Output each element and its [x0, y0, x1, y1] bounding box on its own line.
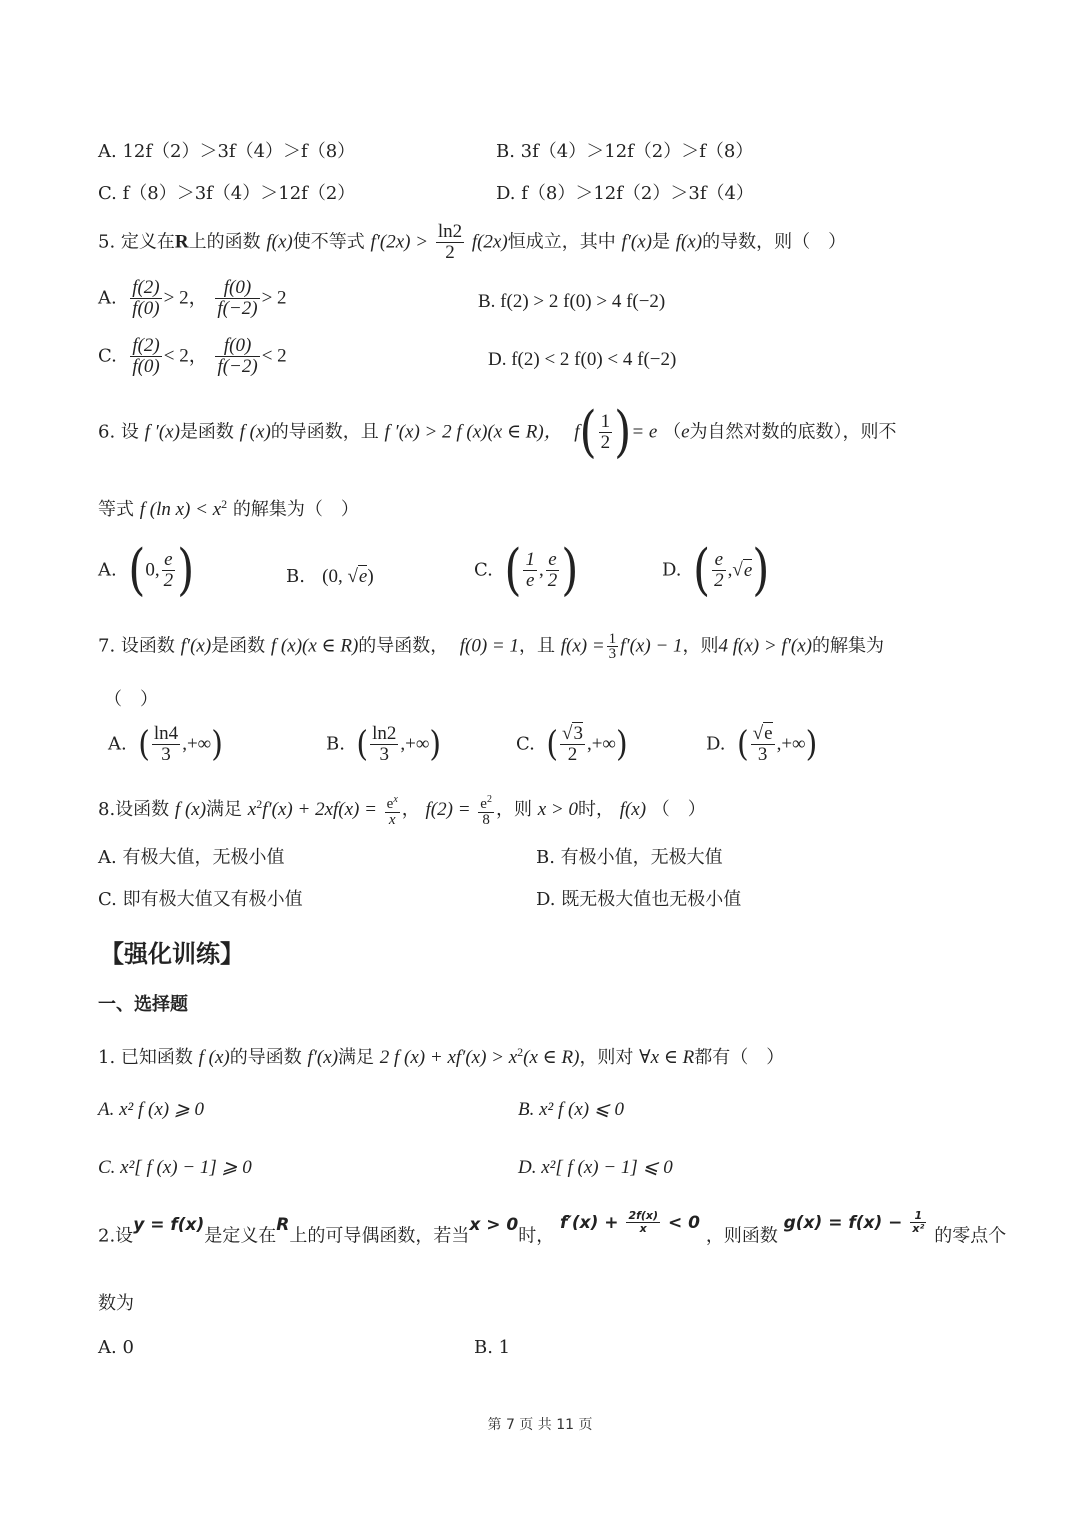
q7-option-d: D. ( $\frac{√e}{3}$ ,+∞): [706, 723, 818, 765]
q8-option-c: C. 即有极大值又有极小值: [98, 889, 303, 910]
q8-option-a: A. 有极大值，无极小值: [98, 847, 285, 868]
q5-option-c: C. $\frac{f(2)}{f(0)}$ < 2， $\frac{f(0)}{f(-2)}$ < 2: [98, 335, 287, 377]
p1-option-b: B. x² f (x) ⩽ 0: [518, 1099, 625, 1120]
p2-option-a: A. 0: [98, 1337, 134, 1358]
section-subtitle: 一、选择题: [98, 994, 188, 1015]
q5-option-d: D. f(2) < 2 f(0) < 4 f(−2): [488, 349, 677, 370]
p1-option-c: C. x²[ f (x) − 1] ⩾ 0: [98, 1157, 252, 1178]
q6-stem-line2: 等式 f (ln $x) < x^2$ 的解集为（ ）: [98, 497, 359, 520]
q6-option-b: B. (0, √e): [286, 566, 374, 587]
q7-option-a: A. ( $\frac{\ln 4}{3}$ ,+∞): [108, 723, 223, 765]
q6-stem: 6. 设 f ′(x)是函数 f (x)的导函数，且 f ′(x) > 2 f (x)(x ∈ R)， f( $\frac{1}{2}$ )= e （e为自然对数的底数），则不: [98, 400, 897, 464]
q7-paren: （ ）: [104, 689, 158, 710]
q4-option-a: A. 12f（2）＞3f（4）＞f（8）: [98, 141, 356, 162]
q5-option-b: B. f(2) > 2 f(0) > 4 f(−2): [478, 291, 666, 312]
q8-option-d: D. 既无极大值也无极小值: [536, 889, 742, 910]
page-footer: 第 7 页 共 11 页: [487, 1417, 593, 1433]
q5-option-a: A. $\frac{f(2)}{f(0)}$ > 2， $\frac{f(0)}{f(-2)}$ > 2: [98, 277, 287, 319]
q6-option-d: D. ( $\frac{e}{2}$ ,√e): [662, 538, 770, 602]
q7-option-c: C. ( $\frac{√3}{2}$ ,+∞): [516, 723, 628, 765]
p1-option-d: D. x²[ f (x) − 1] ⩽ 0: [518, 1157, 673, 1178]
q6-option-c: C. ( $\frac{1}{e}$ , $\frac{e}{2}$ ): [474, 538, 579, 602]
q4-option-c: C. f（8）＞3f（4）＞12f（2）: [98, 183, 356, 204]
section-title: 【强化训练】: [100, 940, 244, 968]
q5-fraction: $\frac{\ln 2}{2}$: [437, 221, 463, 263]
q8-option-b: B. 有极小值，无极大值: [536, 847, 723, 868]
p1-stem: 1. 已知函数 f (x)的导函数 f′(x)满足 2 f $(x) + xf'(x) > x^2(x$ ∈ R)，则对 ∀x ∈ R都有（ ）: [98, 1045, 785, 1068]
q5-stem: 5. 定义在R上的函数 f(x)使不等式 f′(2x) > $\frac{\ln 2}{2}$ f(2x)恒成立，其中 f′(x)是 f(x)的导数，则（ ）: [98, 221, 847, 263]
q7-option-b: B. ( $\frac{\ln 2}{3}$ ,+∞): [326, 723, 442, 765]
p2-option-b: B. 1: [474, 1337, 511, 1358]
p1-option-a: A. x² f (x) ⩾ 0: [98, 1099, 205, 1120]
p2-stem-line2: 数为: [98, 1293, 134, 1314]
q4-option-d: D. f（8）＞12f（2）＞3f（4）: [496, 183, 754, 204]
p2-stem: 2.设y = f(x)是定义在R上的可导偶函数，若当x > 0时， f′(x) + $\frac{2f(x)}{x}$ < 0 ，则函数 g(x) = f(x) − $\frac{1}{\text{x²}}$ 的零点个: [98, 1209, 1007, 1247]
q4-option-b: B. 3f（4）＞12f（2）＞f（8）: [496, 141, 754, 162]
q6-option-a: A. (0, $\frac{e}{2}$ ): [98, 538, 195, 602]
q8-stem: 8.设函数 f (x)满足 $x^2f'(x) + 2xf(x)$ = $\frac{e^x}{x}$ ， f(2) = $\frac{e^2}{8}$ ，则 x > 0时， f(x) （ ）: [98, 794, 706, 828]
q7-stem: 7. 设函数 f′(x)是函数 f (x)(x ∈ R)的导函数， f(0) = 1，且 f(x) = $\frac{1}{3}$ f′(x) − 1，则4 f(x) > f′(x)的解集为: [98, 631, 884, 662]
